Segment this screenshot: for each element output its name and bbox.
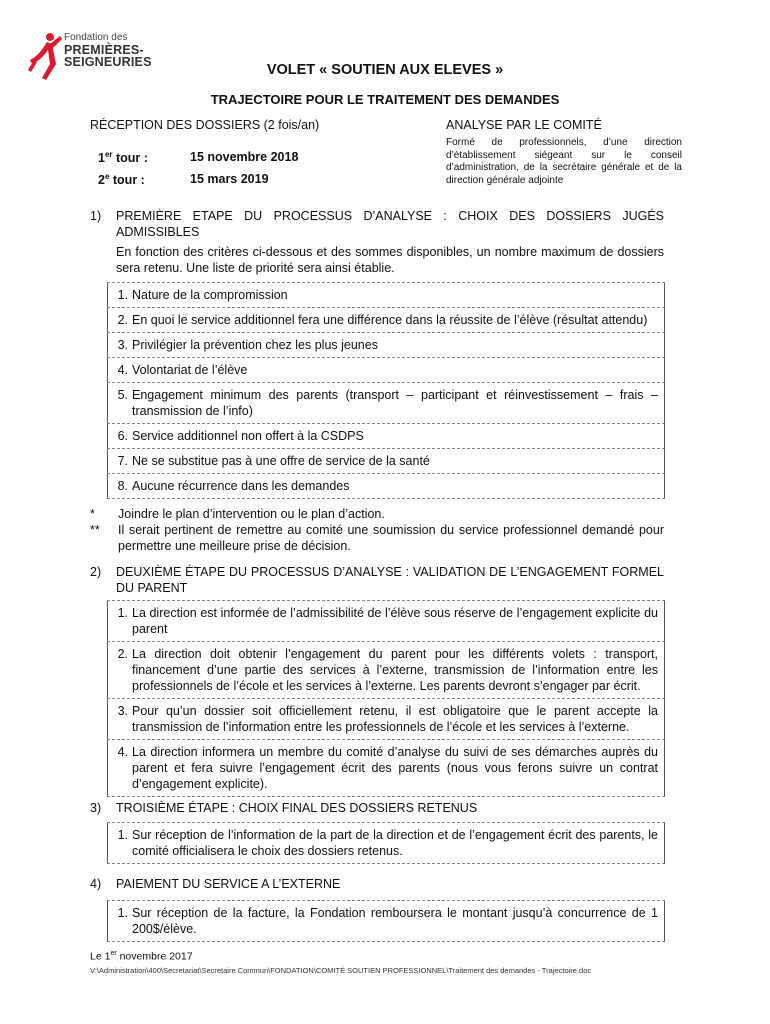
step-1-intro: En fonction des critères ci-dessous et des sommes disponibles, un nombre maximum de dossiers sera retenu. Une liste de priorité sera ainsi établie. (116, 245, 664, 275)
note-2: ** Il serait pertinent de remettre au comité une soumission du service professionnel demandé pour permettre une meilleure prise de décision. (90, 523, 664, 553)
step-3-row: 1. Sur réception de l’information de la part de la direction et de l’engagement écrit des parents, le comité officialisera le choix des dossiers retenus. (107, 823, 665, 864)
reception-heading: RÉCEPTION DES DOSSIERS (2 fois/an) (90, 118, 320, 132)
step-2-row: 4. La direction informera un membre du comité d’analyse du suivi de ses démarches auprès du parent et fera suivre l’engagement écrit des parents (nous vous ferons suivre un contrat d’engagement explicite). (107, 740, 665, 797)
tour-2-date: 15 mars 2019 (190, 172, 269, 186)
step-1-notes (90, 506, 664, 554)
criteria-table (107, 282, 665, 499)
committee-heading: ANALYSE PAR LE COMITÉ (446, 118, 602, 132)
step-2-row: 2. La direction doit obtenir l’engagement du parent pour les différents volets : transport, financement d’une partie des services à l’externe, transmission de l’information entre les professionnels de l’école et les services à l’externe. Les parents devront s’engager par écrit. (107, 642, 665, 699)
step-3-table (107, 822, 665, 864)
criteria-row: 1. Nature de la compromission (107, 283, 665, 308)
footer-date: Le 1er novembre 2017 (90, 950, 193, 963)
criteria-row: 7. Ne se substitue pas à une offre de service de la santé (107, 449, 665, 474)
document-title: VOLET « SOUTIEN AUX ELEVES » (266, 62, 504, 78)
step-4-row: 1. Sur réception de la facture, la Fondation remboursera le montant jusqu’à concurrence de 1 200$/élève. (107, 901, 665, 942)
criteria-row: 4. Volontariat de l’élève (107, 358, 665, 383)
criteria-row: 5. Engagement minimum des parents (transport – participant et réinvestissement – frais – transmission de l’info) (107, 383, 665, 424)
step-4-table (107, 900, 665, 942)
footer-file-path: V:\Administration\400\Secretariat\Secretaire Commun\FONDATION\COMITÉ SOUTIEN PROFESSIONNEL\Traitement des demandes - Trajectoire.doc (90, 966, 592, 975)
note-1: * Joindre le plan d’intervention ou le plan d’action. (90, 507, 385, 521)
step-3-heading: 3) TROISIÈME ÉTAPE : CHOIX FINAL DES DOSSIERS RETENUS (90, 801, 478, 815)
criteria-row: 2. En quoi le service additionnel fera une différence dans la réussite de l’élève (résultat attendu) (107, 308, 665, 333)
step-2-row: 3. Pour qu’un dossier soit officiellement retenu, il est obligatoire que le parent accepte la transmission de l’information entre les professionnels de l’école et les services à l’externe. (107, 699, 665, 740)
tour-1-date: 15 novembre 2018 (190, 150, 299, 164)
step-2-row: 1. La direction est informée de l’admissibilité de l’élève sous réserve de l’engagement explicite du parent (107, 601, 665, 642)
logo-line-3: SEIGNEURIES (64, 55, 152, 69)
criteria-row: 3. Privilégier la prévention chez les plus jeunes (107, 333, 665, 358)
committee-description: Formé de professionnels, d’une direction d’établissement siégeant sur le conseil d’administration, de la secrétaire générale et de la direction générale adjointe (446, 137, 682, 186)
tour-1-label: 1er tour : (98, 150, 148, 166)
step-2-heading: 2) DEUXIÈME ÉTAPE DU PROCESSUS D’ANALYSE : VALIDATION DE L’ENGAGEMENT FORMEL DU PARENT (90, 565, 664, 595)
logo-line-2: PREMIÈRES- (64, 43, 144, 57)
criteria-row: 6. Service additionnel non offert à la CSDPS (107, 424, 665, 449)
step-4-heading: 4) PAIEMENT DU SERVICE A L’EXTERNE (90, 877, 341, 891)
criteria-row: 8. Aucune récurrence dans les demandes (107, 474, 665, 499)
tour-2-label: 2e tour : (98, 172, 145, 188)
logo-line-1: Fondation des (64, 32, 128, 43)
step-1-heading: 1) PREMIÈRE ETAPE DU PROCESSUS D’ANALYSE : CHOIX DES DOSSIERS JUGÉS ADMISSIBLES (90, 209, 664, 239)
document-subtitle: TRAJECTOIRE POUR LE TRAITEMENT DES DEMANDES (210, 92, 560, 107)
step-2-table (107, 600, 665, 797)
